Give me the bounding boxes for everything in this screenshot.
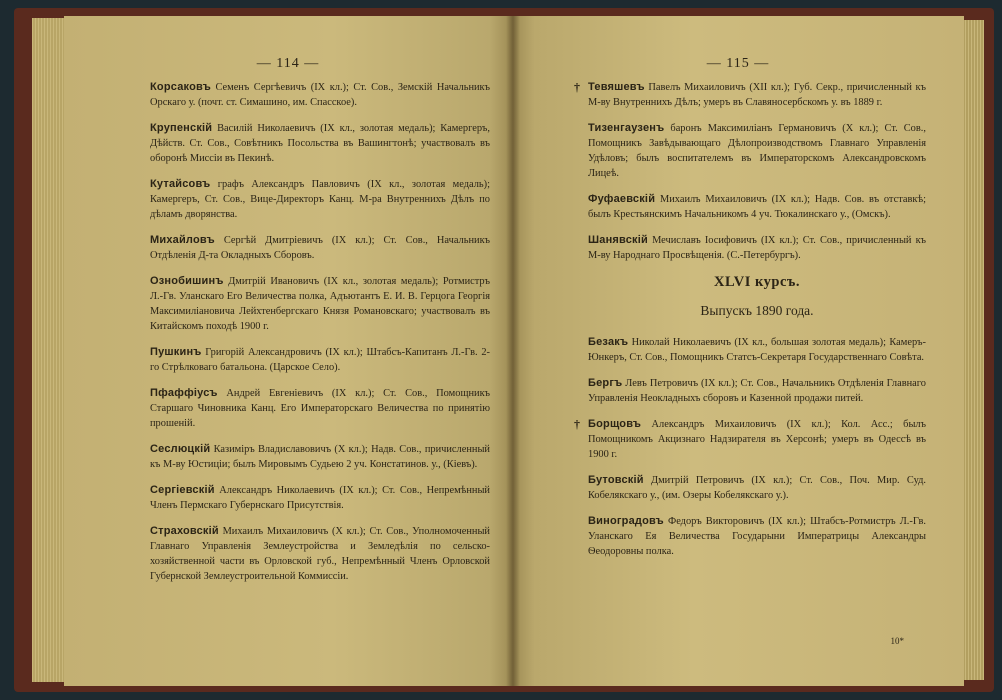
list-item [150,524,490,584]
entry-surname: Безакъ [588,336,629,348]
list-item [588,192,926,222]
entry-text: Михаилъ Михаиловичъ (X кл.); Ст. Сов., Уполномоченный Главнаго Управленія Землеустройства и Земледѣлія по сельско-хозяйственной части въ Орловской губ., Непремѣнный Членъ Орловской Губернской Землеустроительной Коммиссіи. [150,526,490,582]
entry-surname: Борщовъ [588,418,642,430]
entry-surname: Кутайсовъ [150,178,211,190]
entry-text: Александръ Михаиловичъ (IX кл.); Кол. Асс.; былъ Помощникомъ Акцизнаго Надзирателя въ Херсонѣ; умеръ въ Одессѣ въ 1900 г. [588,419,926,460]
list-item [150,121,490,166]
entry-surname: Тизенгаузенъ [588,122,665,134]
entry-text: Сергѣй Дмитріевичъ (IX кл.); Ст. Сов., Начальникъ Отдѣленія Д-та Окладныхъ Сборовъ. [150,235,490,261]
entry-surname: Михайловъ [150,234,215,246]
page-edges-right [962,20,984,680]
entry-list [150,80,490,595]
list-item [150,442,490,472]
list-item [588,473,926,503]
entry-surname: Сергіевскій [150,484,215,496]
list-item [150,233,490,263]
list-item [588,335,926,365]
entry-surname: Крупенскій [150,122,213,134]
entry-surname: Виноградовъ [588,515,664,527]
entry-surname: Шанявскій [588,234,648,246]
entry-surname: Фуфаевскій [588,193,656,205]
entry-text: Павелъ Михаиловичъ (XII кл.); Губ. Секр., причисленный къ М-ву Внутреннихъ Дѣлъ; умеръ въ Славяносербскомъ у. въ 1889 г. [588,82,926,108]
entry-text: Семенъ Сергѣевичъ (IX кл.); Ст. Сов., Земскій Начальникъ Орскаго у. (почт. ст. Симашино, им. Спасское). [150,82,490,108]
entry-surname: Тевяшевъ [588,81,645,93]
list-item [574,80,926,110]
list-item [150,177,490,222]
entry-surname: Ознобишинъ [150,275,224,287]
right-page [512,16,964,686]
entry-text: Казиміръ Владиславовичъ (X кл.); Надв. Сов., причисленный къ М-ву Юстиціи; былъ Мировымъ Судьею 2 уч. Констатинов. у., (Кіевъ). [150,444,490,470]
list-item [150,386,490,431]
entry-surname: Пушкинъ [150,346,202,358]
dagger-mark: † [574,80,580,94]
entry-text: Николай Николаевичъ (IX кл., большая золотая медаль); Камеръ-Юнкеръ, Ст. Сов., Помощникъ Статсъ-Секретаря Государственнаго Совѣта. [588,337,926,363]
list-item [588,233,926,263]
page-number: — 115 — [706,56,770,71]
entry-text: Григорій Александровичъ (IX кл.); Штабсъ-Капитанъ Л.-Гв. 2-го Стрѣлковаго батальона. (Царское Село). [150,347,490,373]
list-item [150,345,490,375]
list-item [574,417,926,462]
entry-surname: Бергъ [588,377,623,389]
list-item [150,274,490,334]
left-page [64,16,512,686]
list-item [588,514,926,559]
entry-surname: Сеслюцкій [150,443,211,455]
list-item [150,80,490,110]
entry-text: Андрей Евгеніевичъ (IX кл.); Ст. Сов., Помощникъ Старшаго Чиновника Канц. Его Императорскаго Величества по принятію прошеній. [150,388,490,429]
dagger-mark: † [574,417,580,431]
entry-text: Михаилъ Михаиловичъ (IX кл.); Надв. Сов. въ отставкѣ; былъ Крестьянскимъ Начальникомъ 4 уч. Тюкалинскаго у., (Омскъ). [588,194,926,220]
course-heading: XLVI курсъ. [713,274,801,290]
entry-surname: Страховскій [150,525,219,537]
entry-text: графъ Александръ Павловичъ (IX кл., золотая медаль); Камергеръ, Ст. Сов., Вице-Директоръ Канц. М-ра Внутреннихъ Дѣлъ по дѣламъ дворянства. [150,179,490,220]
entry-text: баронъ Максимиліанъ Германовичъ (X кл.); Ст. Сов., Помощникъ Завѣдывающаго Дѣлопроизводствомъ Главнаго Управленія Удѣловъ; былъ воспитателемъ въ Императорскомъ Александровскомъ Лицеѣ. [588,123,926,179]
entry-text: Федоръ Викторовичъ (IX кл.); Штабсъ-Ротмистръ Л.-Гв. Уланскаго Ея Величества Государыни Императрицы Александры Ѳеодоровны полка. [588,516,926,557]
book-gutter [506,16,520,686]
entry-text: Мечиславъ Іосифовичъ (IX кл.); Ст. Сов., причисленный къ М-ву Народнаго Просвѣщенія. (С.-Петербургъ). [588,235,926,261]
entry-text: Александръ Николаевичъ (IX кл.); Ст. Сов., Непремѣнный Членъ Пермскаго Губернскаго Присутствія. [150,485,490,511]
entry-list [574,80,926,570]
entry-text: Левъ Петровичъ (IX кл.); Ст. Сов., Начальникъ Отдѣленія Главнаго Управленія Неокладныхъ сборовъ и Казенной продажи питей. [588,378,926,404]
entry-surname: Корсаковъ [150,81,211,93]
entry-text: Дмитрій Петровичъ (IX кл.); Ст. Сов., Поч. Мир. Суд. Кобелякскаго у., (им. Озеры Кобелякскаго у.). [588,475,926,501]
entry-surname: Пфаффіусъ [150,387,218,399]
entry-text: Дмитрій Ивановичъ (IX кл., золотая медаль); Ротмистръ Л.-Гв. Уланскаго Его Величества полка, Адъютантъ Е. И. В. Герцога Георгія Максимиліановича Лейхтенбергскаго Князя Романовскаго; участвовалъ въ Китайскомъ походѣ 1900 г. [150,276,490,332]
list-item [588,376,926,406]
list-item [150,483,490,513]
entry-surname: Бутовскій [588,474,644,486]
graduation-year-heading: Выпускъ 1890 года. [700,303,814,318]
list-item [588,121,926,181]
entry-text: Василій Николаевичъ (IX кл., золотая медаль); Камергеръ, Дѣйств. Ст. Сов., Совѣтникъ Посольства въ Вашингтонѣ; участвовалъ въ оборонѣ Миссіи въ Пекинѣ. [150,123,490,164]
open-book [14,8,994,692]
signature-mark: 10* [890,636,904,646]
page-number: — 114 — [256,56,320,71]
